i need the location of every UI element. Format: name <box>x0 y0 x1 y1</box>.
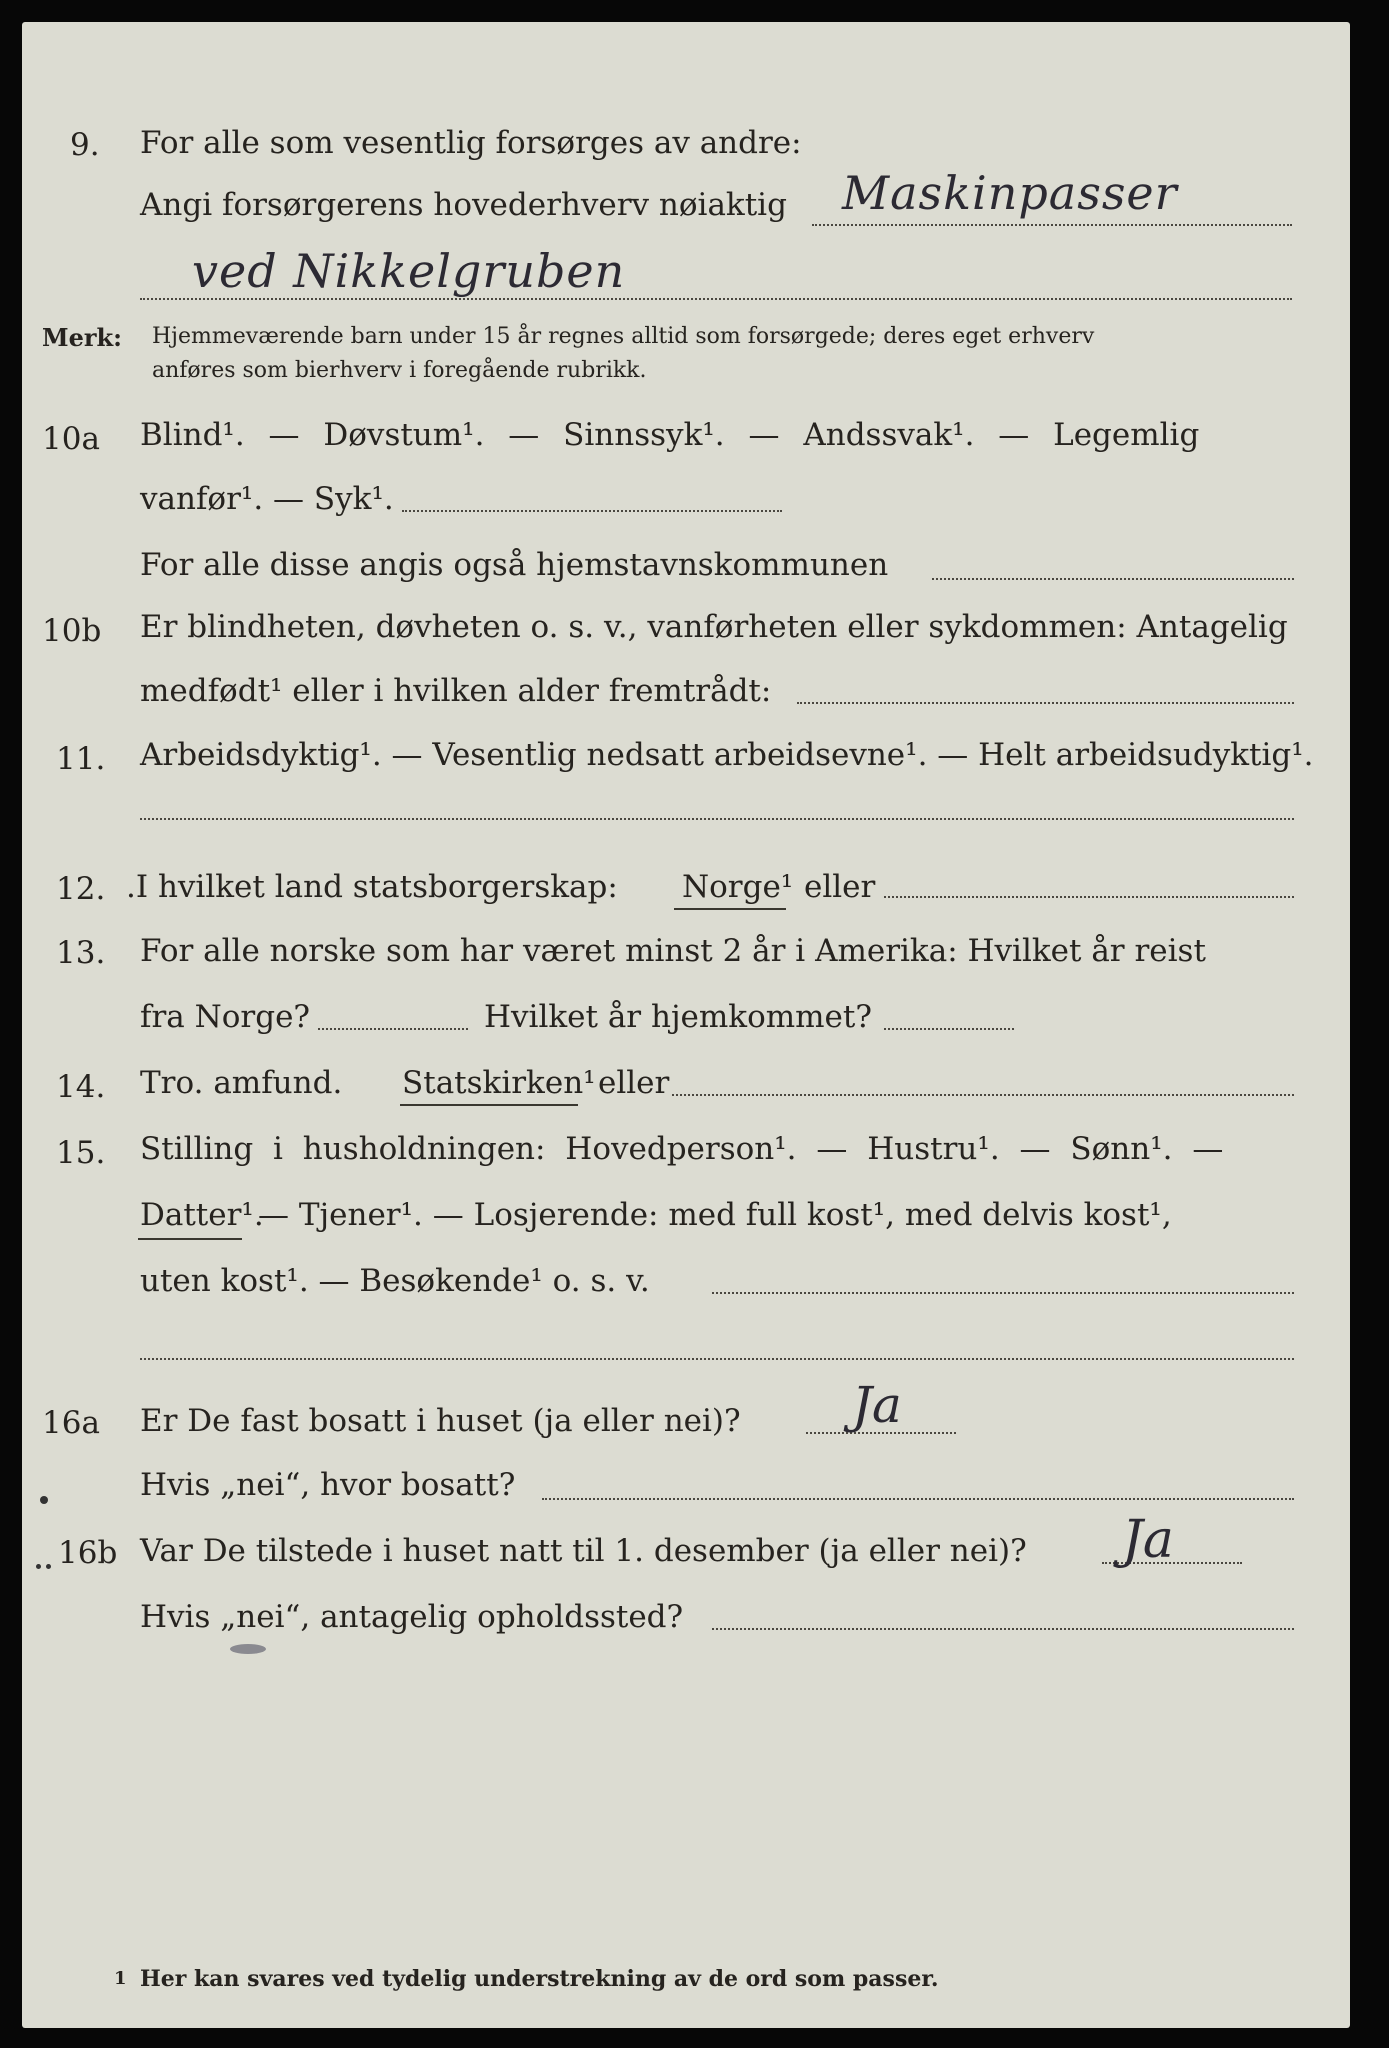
q13-hjemkommet-dots <box>884 1028 1014 1030</box>
q15-number: 15. <box>56 1135 106 1171</box>
q10a-line2: vanfør¹. — Syk¹. <box>140 481 394 517</box>
q13-number: 13. <box>56 935 106 971</box>
q16b-number: 16b <box>58 1535 118 1571</box>
q9-number: 9. <box>70 127 100 163</box>
q16a-answer: Ja <box>852 1376 902 1434</box>
q12-number: 12. <box>56 871 106 907</box>
q12-dots <box>884 896 1294 898</box>
q14-line1a: Tro. amfund. <box>140 1065 343 1101</box>
q16b-line1: Var De tilstede i huset natt til 1. desember (ja eller nei)? <box>140 1533 1027 1569</box>
q14-eller: eller <box>598 1065 670 1101</box>
stray-mark <box>36 1564 41 1569</box>
q16a-line1: Er De fast bosatt i huset (ja eller nei)? <box>140 1403 741 1439</box>
ink-smudge <box>230 1644 266 1654</box>
q14-statskirken-underline <box>400 1104 578 1106</box>
q10b-dots <box>797 702 1294 704</box>
q10a-line1: Blind¹. — Døvstum¹. — Sinnssyk¹. — Andssvak¹. — Legemlig <box>140 417 1200 453</box>
q15-line2b: — Tjener¹. — Losjerende: med full kost¹, med delvis kost¹, <box>258 1197 1172 1233</box>
q11-line1: Arbeidsdyktig¹. — Vesentlig nedsatt arbeidsevne¹. — Helt arbeidsudyktig¹. <box>140 737 1314 773</box>
q9-answer-line2: ved Nikkelgruben <box>192 244 626 298</box>
q15-line1: Stilling i husholdningen: Hovedperson¹. — Hustru¹. — Sønn¹. — <box>140 1131 1224 1167</box>
q11-number: 11. <box>56 741 106 777</box>
merk-line2: anføres som bierhverv i foregående rubrikk. <box>152 358 647 383</box>
q14-number: 14. <box>56 1069 106 1105</box>
merk-line1: Hjemmeværende barn under 15 år regnes alltid som forsørgede; deres eget erhverv <box>152 324 1095 349</box>
stray-mark <box>46 1564 51 1569</box>
q10a-syk-dots <box>402 510 782 512</box>
q16a-bosatt-dots <box>542 1498 1294 1500</box>
q15-dots-1 <box>712 1292 1294 1294</box>
q9-answer-line1-dots <box>812 224 1292 226</box>
merk-label: Merk: <box>42 323 122 352</box>
q16a-number: 16a <box>42 1405 100 1441</box>
q10b-line1: Er blindheten, døvheten o. s. v., vanførheten eller sykdommen: Antagelig <box>140 609 1288 645</box>
q12-norge-underline <box>674 908 786 910</box>
q11-dots <box>140 818 1294 820</box>
q13-line2a: fra Norge? <box>140 999 311 1035</box>
q10b-number: 10b <box>42 613 102 649</box>
q16b-opholdssted-dots <box>712 1628 1294 1630</box>
q16b-answer: Ja <box>1122 1510 1174 1570</box>
stray-mark <box>40 1496 48 1504</box>
q15-line3: uten kost¹. — Besøkende¹ o. s. v. <box>140 1263 650 1299</box>
q10a-number: 10a <box>42 421 100 457</box>
footnote-mark: 1 <box>114 1968 127 1989</box>
census-form-page <box>22 22 1350 2028</box>
q16b-line2: Hvis „nei“, antagelig opholdssted? <box>140 1599 684 1635</box>
q10a-line3: For alle disse angis også hjemstavnskommunen <box>140 547 889 583</box>
q12-norge: Norge¹ <box>682 869 794 905</box>
q9-answer-line2-dots <box>140 298 1292 300</box>
q16a-line2: Hvis „nei“, hvor bosatt? <box>140 1467 516 1503</box>
q13-line1: For alle norske som har været minst 2 år i Amerika: Hvilket år reist <box>140 933 1206 969</box>
q9-answer-line1: Maskinpasser <box>842 166 1178 220</box>
q13-reist-dots <box>318 1028 468 1030</box>
q15-datter-underline <box>138 1238 242 1240</box>
footnote-text: Her kan svares ved tydelig understrekning av de ord som passer. <box>140 1966 939 1992</box>
q12-eller: eller <box>804 869 876 905</box>
q13-line2b: Hvilket år hjemkommet? <box>484 999 872 1035</box>
q10a-kommune-dots <box>932 578 1294 580</box>
q14-dots <box>672 1094 1294 1096</box>
q9-line2: Angi forsørgerens hovederhverv nøiaktig <box>140 187 787 223</box>
q9-line1: For alle som vesentlig forsørges av andre: <box>140 125 802 161</box>
q15-dots-2 <box>140 1358 1294 1360</box>
q10b-line2: medfødt¹ eller i hvilken alder fremtrådt: <box>140 673 772 709</box>
q15-datter: Datter¹. <box>140 1197 264 1233</box>
q12-line1a: .I hvilket land statsborgerskap: <box>126 869 618 905</box>
q14-statskirken: Statskirken¹ <box>402 1065 596 1101</box>
